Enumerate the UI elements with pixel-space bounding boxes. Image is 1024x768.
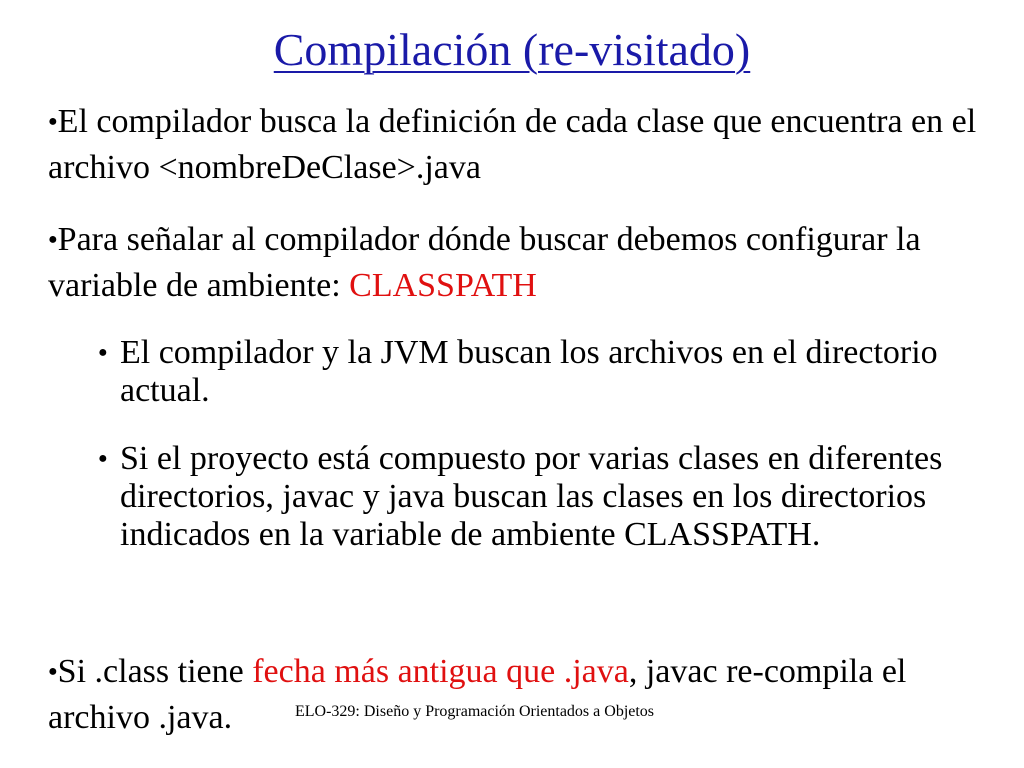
bullet-icon: ●	[48, 231, 58, 249]
slide-footer: ELO-329: Diseño y Programación Orientados a Objetos	[295, 703, 655, 720]
subbullet-current-directory-text: El compilador y la JVM buscan los archivos en el directorio actual.	[120, 334, 938, 409]
subbullet-multiple-directories	[98, 440, 990, 554]
date-highlight: fecha más antigua que .java	[252, 653, 629, 690]
classpath-highlight: CLASSPATH	[349, 267, 537, 305]
subbullet-icon: ●	[98, 450, 108, 467]
bullet-recompile	[48, 650, 978, 740]
subbullet-multiple-directories-text: Si el proyecto está compuesto por varias clases en diferentes directorios, javac y java buscan las clases en los directorios indicados en la variable de ambiente CLASSPATH.	[120, 440, 943, 553]
bullet-icon: ●	[48, 113, 58, 131]
subbullet-icon: ●	[98, 344, 108, 361]
bullet-recompile-text-pre: Si .class tiene	[57, 653, 253, 690]
slide-title: Compilación (re-visitado)	[273, 24, 751, 75]
subbullet-current-directory	[98, 334, 970, 410]
bullet-compiler-search-text: El compilador busca la definición de cada clase que encuentra en el archivo <nombreDeClase>.java	[48, 103, 977, 187]
bullet-classpath	[48, 218, 978, 308]
bullet-recompile-text-post: , javac re-compila el archivo .java.	[48, 653, 907, 737]
bullet-icon: ●	[48, 663, 58, 681]
bullet-classpath-text: Para señalar al compilador dónde buscar debemos configurar la variable de ambiente:	[48, 221, 921, 305]
bullet-compiler-search	[48, 100, 978, 190]
